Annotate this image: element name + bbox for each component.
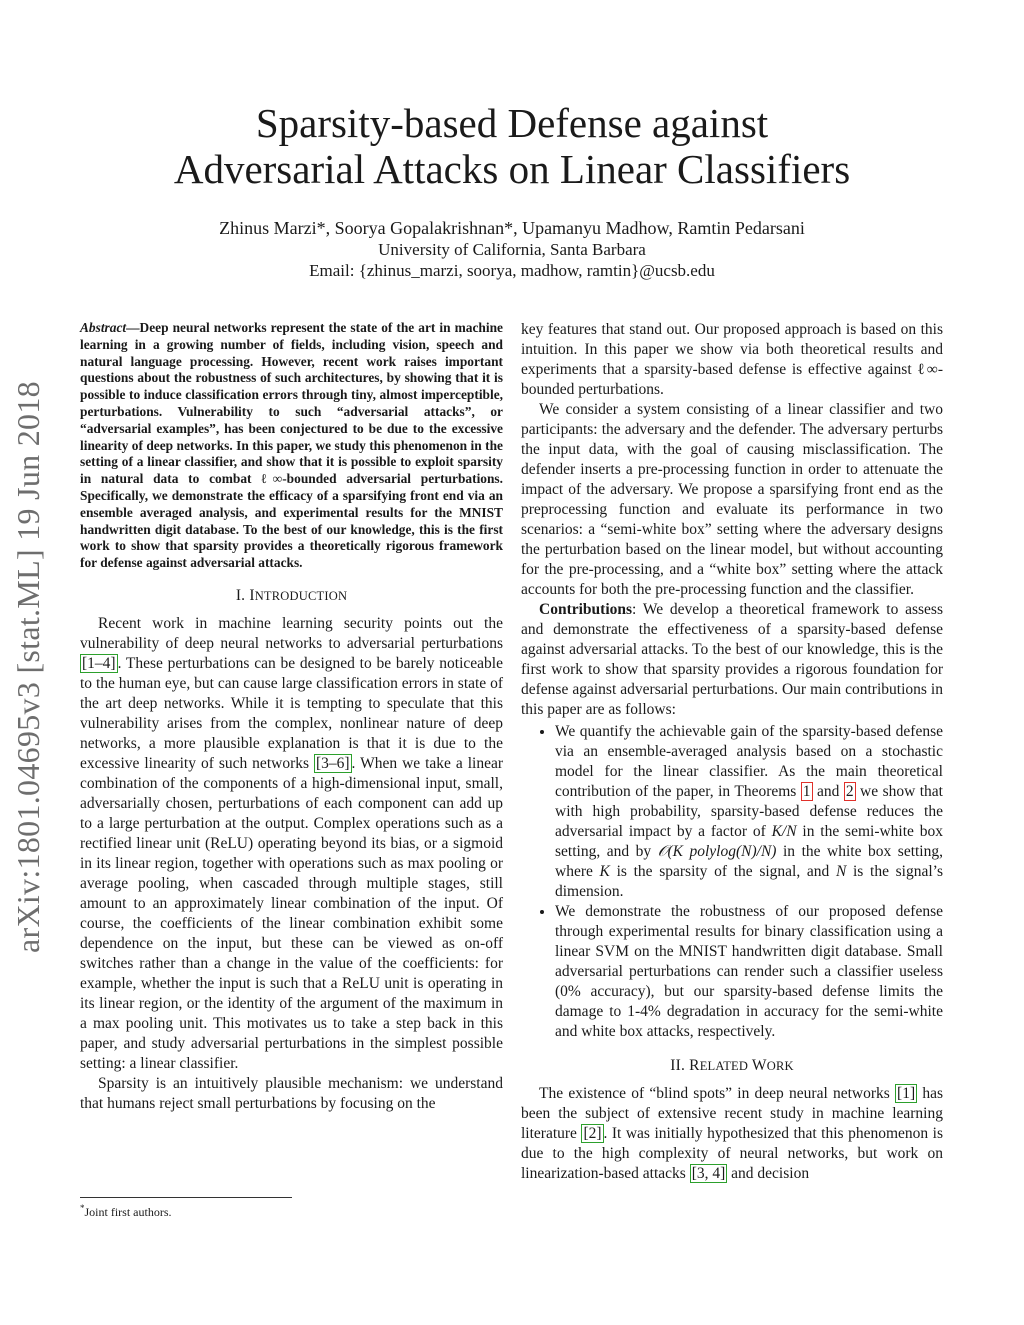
- theorem-link[interactable]: 2: [845, 783, 854, 800]
- theorem-link[interactable]: 1: [802, 783, 811, 800]
- title-line-2: Adversarial Attacks on Linear Classifiers: [173, 146, 851, 192]
- citation-link[interactable]: [1–4]: [82, 654, 116, 672]
- arxiv-identifier: arXiv:1801.04695v3 [stat.ML] 19 Jun 2018: [10, 381, 46, 953]
- title-line-1: Sparsity-based Defense against: [255, 100, 769, 146]
- intro-paragraph-1: Recent work in machine learning security points out the vulnerability of deep neural networks to adversarial perturbations [1–4] . These perturbations can be designed to be barely noticeable to the human eye, but can cause large classification errors in state of the art deep networks. While it is tempting to speculate that this vulnerability arises from the complex, nonlinear nature of deep networks, a more plausible explanation is that it is due to the excessive linearity of such networks [3–6] . When we take a linear combination of the components of a high-dimensional input, small, adversarially chosen, perturbations of each component can add up to a large perturbation at the output. Complex operations such as a rectified linear unit (ReLU) operating beyond its bias, or a sigmoid in its linear region, together with operations such as max pooling or average pooling, when cascaded through multiple stages, still amount to an approximately linear combination of the input. Of course, the coefficients of the linear combination exhibit some dependence on the input, but these can be viewed as on-off switches rather than a change in the value of the coefficients: for example, whether the input is such that a ReLU unit is operating in its linear region, or the identity of the argument of the maximum in a max pooling unit. This motivates us to take a step back in this paper, and study adversarial perturbations in the simplest possible setting: a linear classifier.: [80, 614, 503, 1072]
- footnote-divider: [80, 1197, 292, 1198]
- author-block: [112, 218, 912, 281]
- related-paragraph-1: The existence of “blind spots” in deep neural networks [1] has been the subject of extensive recent study in machine learning literature [2] . It was initially hypothesized that this phenomenon is due to the high complexity of neural networks, but work on linearization-based attacks [3, 4] and decision: [521, 1085, 943, 1182]
- intro-paragraph-4: We consider a system consisting of a linear classifier and two participants: the adversary and the defender. The adversary perturbs the input data, with the goal of causing misclassification. The defender inserts a pre-processing function in order to attenuate the impact of the adversary. We propose a sparsifying front end as the preprocessing function and evaluate its performance in two scenarios: a “semi-white box” setting where the adversary designs the perturbation based on the linear model, but without accounting for the pre-processing, and a “white box” setting where the attack accounts for both the pre-processing function and the classifier.: [521, 401, 943, 598]
- intro-paragraph-3: key features that stand out. Our proposed approach is based on this intuition. In this paper we show via both theoretical results and experiments that a sparsity-based defense is effective against ℓ∞-bounded perturbations.: [521, 321, 943, 398]
- abstract: [80, 320, 503, 572]
- footnote: *Joint first authors.: [80, 1203, 172, 1219]
- contributions-label: Contributions: [539, 601, 633, 618]
- citation-link[interactable]: [3–6]: [315, 754, 350, 772]
- citation-link[interactable]: [2]: [583, 1125, 602, 1142]
- right-column: [521, 320, 943, 1184]
- math-expression: K/N: [771, 823, 797, 840]
- intro-paragraph-2: Sparsity is an intuitively plausible mechanism: we understand that humans reject small perturbations by focusing on the: [80, 1074, 503, 1112]
- email-line: Email: {zhinus_marzi, soorya, madhow, ramtin}@ucsb.edu: [309, 261, 715, 280]
- section-heading-introduction: I. INTRODUCTION: [235, 586, 348, 604]
- left-column: [80, 320, 503, 1114]
- list-item: • We quantify the achievable gain of the sparsity-based defense via an ensemble-averaged analysis based on a stochastic model for the linear classifier. As the main theoretical contribution of the paper, in Theorems 1 and 2 we show that with high probability, sparsity-based defense reduces the adversarial impact by a factor of K/N in the semi-white box setting, and by 𝒪(K polylog(N)/N) in the white box setting, where K is the sparsity of the signal, and N is the signal’s dimension.: [555, 722, 943, 902]
- math-expression: 𝒪(K polylog(N)/N): [657, 843, 777, 860]
- section-heading-related-work: II. RELATED WORK: [670, 1057, 794, 1074]
- author-list: Zhinus Marzi*, Soorya Gopalakrishnan*, Upamanyu Madhow, Ramtin Pedarsani: [219, 218, 805, 238]
- math-expression: K: [599, 863, 610, 880]
- abstract-label: Abstract: [80, 320, 127, 335]
- contributions-list: [521, 722, 943, 1042]
- math-expression: N: [835, 863, 847, 880]
- abstract-text: —Deep neural networks represent the state of the art in machine learning in a growing number of fields, including vision, speech and natural language processing. However, recent work raises important questions about the robustness of such architectures, by showing that it is possible to induce classification errors through tiny, almost imperceptible, perturbations. Vulnerability to such “adversarial attacks”, or “adversarial examples”, has been conjectured to be due to the excessive linearity of deep networks. In this paper, we study this phenomenon in the setting of a linear classifier, and show that it is possible to exploit sparsity in natural data to combat ℓ∞-bounded adversarial perturbations. Specifically, we demonstrate the efficacy of a sparsifying front end via an ensemble averaged analysis, and experimental results for the MNIST handwritten digit database. To the best of our knowledge, this is the first work to show that sparsity provides a theoretically rigorous framework for defense against adversarial attacks.: [80, 320, 503, 571]
- contributions-paragraph: Contributions: We develop a theoretical framework to assess and demonstrate the effectiveness of a sparsity-based defense against adversarial attacks. To the best of our knowledge, this is the first work to show that sparsity provides a rigorous foundation for defense against adversarial perturbations. Our main contributions in this paper are as follows:: [521, 601, 943, 718]
- list-item: • We demonstrate the robustness of our proposed defense through experimental results for binary classification using a linear SVM on the MNIST handwritten digit database. Small adversarial perturbations can render such a classifier useless (0% accuracy), but our sparsity-based defense limits the damage to 1-4% degradation in accuracy for the semi-white and white box attacks, respectively.: [555, 902, 943, 1042]
- citation-link[interactable]: [1]: [897, 1085, 916, 1102]
- citation-link[interactable]: [3, 4]: [691, 1165, 726, 1182]
- paper-title: [112, 100, 912, 192]
- affiliation: University of California, Santa Barbara: [378, 240, 646, 259]
